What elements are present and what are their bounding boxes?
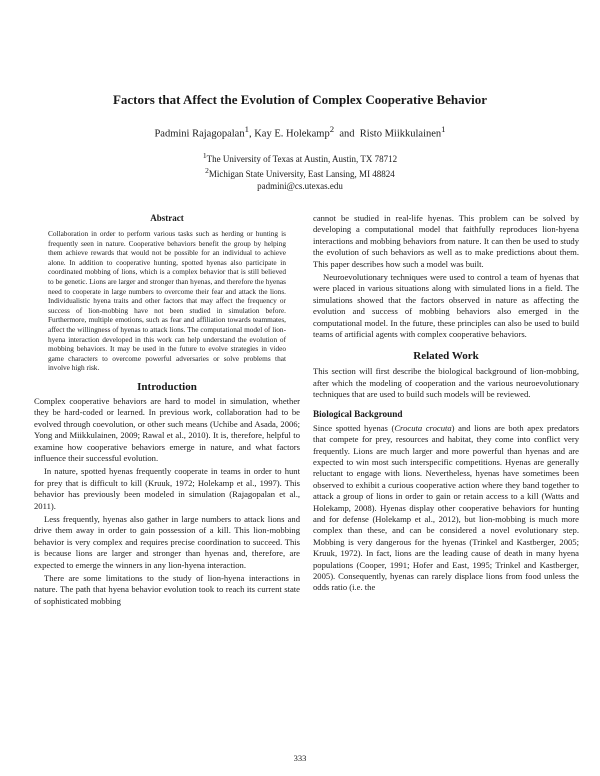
intro-paragraph-3: Less frequently, hyenas also gather in large numbers to attack lions and drive them away in order to gain possession of a kill. This lion-mobbing behavior is very complex and requires precise coordination to succeed. This is because lions are larger and stronger than hyenas and, therefore, are expected to emerge the winners in any lion-hyena interaction. xyxy=(34,513,300,570)
page-number: 333 xyxy=(293,753,307,763)
right-paragraph-2: Neuroevolutionary techniques were used to control a team of hyenas that were placed in various situations along with simulated lions in a field. The simulations showed that the factors observed in nature as affecting the evolution and success of mobbing behaviors also emerged in the computational model. In the future, these principles can also be used to build teams of artificial agents with complex cooperative behaviors. xyxy=(313,272,579,340)
related-work-paragraph: This section will first describe the biological background of lion-mobbing, after which the modeling of cooperation and the various neuroevolutionary techniques that are used to build such models will be reviewed. xyxy=(313,366,579,400)
bio-text-a: Since spotted hyenas ( xyxy=(313,422,395,433)
author-separator: and xyxy=(339,128,355,140)
affiliation-2 xyxy=(0,165,600,180)
abstract-heading: Abstract xyxy=(150,213,184,223)
intro-paragraph-4: There are some limitations to the study of lion-hyena interactions in nature. The path that hyena behavior evolution took to reach its current state of sophisticated mobbing xyxy=(34,573,300,606)
author-3-sup: 1 xyxy=(441,124,446,134)
author-2: Kay E. Holekamp xyxy=(254,128,330,140)
right-column xyxy=(313,213,579,594)
author-line: Padmini Rajagopalan$^1$, Kay E. Holekamp$^2$ and Risto Miikkulainen$^1$ xyxy=(154,124,446,140)
affiliation-1 xyxy=(0,150,600,165)
paper-title: Factors that Affect the Evolution of Complex Cooperative Behavior xyxy=(112,92,488,107)
introduction-heading: Introduction xyxy=(137,380,197,393)
biological-background-heading: Biological Background xyxy=(313,408,403,419)
author-3: Risto Miikkulainen xyxy=(359,128,442,140)
author-1: Padmini Rajagopalan xyxy=(154,128,245,140)
intro-paragraph-1: Complex cooperative behaviors are hard to model in simulation, whether they be hard-coded or learned. In previous work, collaboration had to be evolved through coevolution, or other such means (Uchibe and Asada, 2006; Yong and Miikkulainen, 2009; Rawal et al., 2010). It is, therefore, helpful to examine how cooperative behaviors emerge in nature, and what factors influence their successful evolution. xyxy=(34,395,300,463)
abstract-text: Collaboration in order to perform various tasks such as herding or hunting is frequently seen in nature. Cooperative behaviors benefit the group by helping them achieve rewards that would not be possible for an individual to achieve alone. In addition to cooperative hunting, spotted hyenas also participate in coordinated mobbing of lions, which is a complex behavior that is still believed to be genetic. Lions are larger and stronger than hyenas, and therefore the hyenas need to cooperate in large numbers to overcome their fear and attack the lions. Individualistic hyena traits and other factors that may affect the frequency or success of lion-mobbing have not been studied in simulation before. Furthermore, multiple emotions, such as fear and affiliation towards teammates, affect the willingness of hyenas to attack lions. The computational model of lion-hyena interaction developed in this work can help understand the evolution of mobbing behaviors. It may be used in the future to evolve strategies in video game characters to overcome powerful adversaries or solve problems that involve high risk. xyxy=(48,229,286,373)
species-name: Crocuta crocuta xyxy=(394,422,452,433)
affiliation-2-text: Michigan State University, East Lansing, MI 48824 xyxy=(208,169,395,179)
author-email: padmini@cs.utexas.edu xyxy=(257,181,343,191)
related-work-heading: Related Work xyxy=(413,350,479,363)
affiliations xyxy=(0,150,600,192)
biological-background-paragraph xyxy=(313,423,579,594)
bio-text-b: ) and lions are both apex predators that compete for prey, resources and habitat, they come into conflict very frequently. Lions are much larger and more powerful than hyenas and are expected to win most such interspecific competitions. Hyenas are generally reluctant to engage with lions. Nevertheless, hyenas have sometimes been observed to exhibit a curious cooperative action where they band together to attack a group of lions in order to gain or retain access to a kill (Watts and Holekamp, 2008). Hyenas display other cooperative behaviors for hunting and for defense (Holekamp et al., 2012), but lion-mobbing is much more complex than these, and can be considered a novel evolutionary step. Mobbing is very dangerous for the hyenas (Trinkel and Kastberger, 2005; Kruuk, 1972). In fact, lions are the leading cause of death in many hyena populations (Cooper, 1991; Hofer and East, 1995; Trinkel and Kastberger, 2005). Consequently, hyenas can rarely displace lions from food unless the odds ratio (i.e. the xyxy=(313,422,579,593)
left-column xyxy=(34,213,300,607)
affiliation-1-text: The University of Texas at Austin, Austin, TX 78712 xyxy=(206,154,398,164)
right-paragraph-1: cannot be studied in real-life hyenas. This problem can be solved by developing a computational model that faithfully reproduces lion-hyena interactions and mobbing behaviors from nature. It can then be used to study the evolution of such behaviors as well as to make predictions about them. This paper describes how such a model was built. xyxy=(313,213,579,269)
affiliation-1-sup: 1 xyxy=(202,151,207,160)
affiliation-2-sup: 2 xyxy=(205,166,209,175)
author-2-sup: 2 xyxy=(329,124,335,134)
intro-paragraph-2: In nature, spotted hyenas frequently cooperate in teams in order to hunt for prey that is difficult to kill (Kruuk, 1972; Holekamp et al., 1997). This behavior has previously been modeled in simulation (Rajagopalan et al., 2011). xyxy=(34,466,300,511)
author-1-sup: 1 xyxy=(244,124,249,134)
